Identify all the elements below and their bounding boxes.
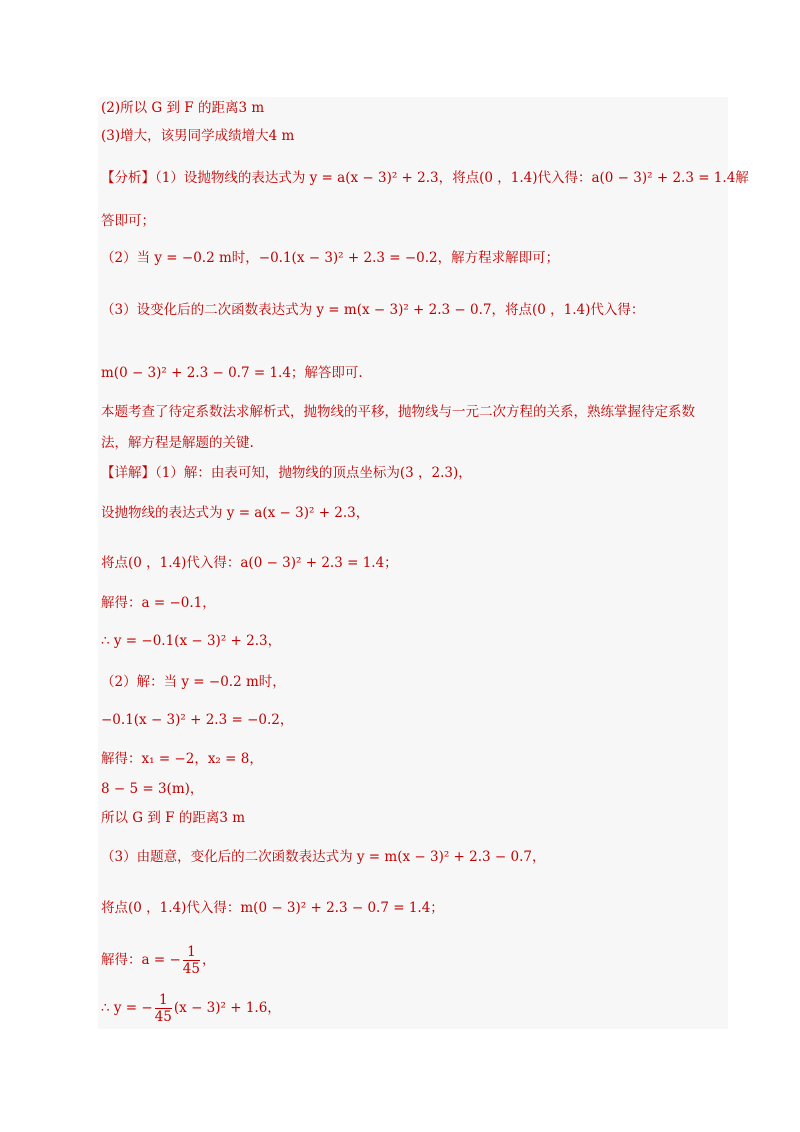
analysis-line-2: 答即可； <box>101 213 155 229</box>
fraction-numerator: 1 <box>183 944 200 961</box>
detail-line-10: 所以 G 到 F 的距离3 m <box>101 810 245 826</box>
detail-line-2: 设抛物线的表达式为 y = a(x − 3)² + 2.3， <box>101 505 370 521</box>
summary-line-2: 法，解方程是解题的关键. <box>101 435 254 451</box>
detail-line-3: 将点(0 ，1.4)代入得：a(0 − 3)² + 2.3 = 1.4； <box>101 555 398 571</box>
analysis-line-3: （2）当 y = −0.2 m时，−0.1(x − 3)² + 2.3 = −0.2，解方程求解即可； <box>101 250 560 266</box>
detail-line-14 <box>101 992 281 1025</box>
fraction-denominator: 45 <box>154 1009 172 1025</box>
fraction-denominator: 45 <box>182 961 200 977</box>
summary-line-1: 本题考查了待定系数法求解析式，抛物线的平移，抛物线与一元二次方程的关系，熟练掌握待定系数 <box>101 404 695 420</box>
solution-prefix: 解得：a = − <box>101 952 181 968</box>
detail-line-1: 【详解】（1）解：由表可知，抛物线的顶点坐标为(3 ，2.3)， <box>101 465 472 481</box>
detail-line-9: 8 − 5 = 3(m)， <box>101 781 204 797</box>
analysis-line-1: 【分析】（1）设抛物线的表达式为 y = a(x − 3)² + 2.3，将点(0 ，1.4)代入得：a(0 − 3)² + 2.3 = 1.4解 <box>101 170 749 186</box>
detail-line-11: （3）由题意，变化后的二次函数表达式为 y = m(x − 3)² + 2.3 − 0.7， <box>101 849 546 865</box>
detail-line-5: ∴ y = −0.1(x − 3)² + 2.3， <box>101 633 282 649</box>
analysis-line-4: （3）设变化后的二次函数表达式为 y = m(x − 3)² + 2.3 − 0.7，将点(0 ，1.4)代入得： <box>101 302 645 318</box>
detail-line-13 <box>101 944 215 977</box>
answer-line-2: (2)所以 G 到 F 的距离3 m <box>101 100 265 116</box>
detail-line-6: （2）解：当 y = −0.2 m时， <box>101 674 286 690</box>
detail-line-12: 将点(0 ，1.4)代入得：m(0 − 3)² + 2.3 − 0.7 = 1.4； <box>101 900 444 916</box>
solution-suffix: ， <box>201 952 216 968</box>
answer-line-3: (3)增大，该男同学成绩增大4 m <box>101 128 295 144</box>
detail-line-8: 解得：x₁ = −2，x₂ = 8， <box>101 751 263 767</box>
analysis-line-5: m(0 − 3)² + 2.3 − 0.7 = 1.4；解答即可. <box>101 365 363 381</box>
detail-line-7: −0.1(x − 3)² + 2.3 = −0.2， <box>101 712 294 728</box>
detail-line-4: 解得：a = −0.1， <box>101 595 216 611</box>
fraction <box>183 944 200 977</box>
fraction <box>155 992 172 1025</box>
result-prefix: ∴ y = − <box>101 1000 153 1016</box>
fraction-numerator: 1 <box>155 992 172 1009</box>
result-suffix: (x − 3)² + 1.6， <box>173 1000 281 1016</box>
